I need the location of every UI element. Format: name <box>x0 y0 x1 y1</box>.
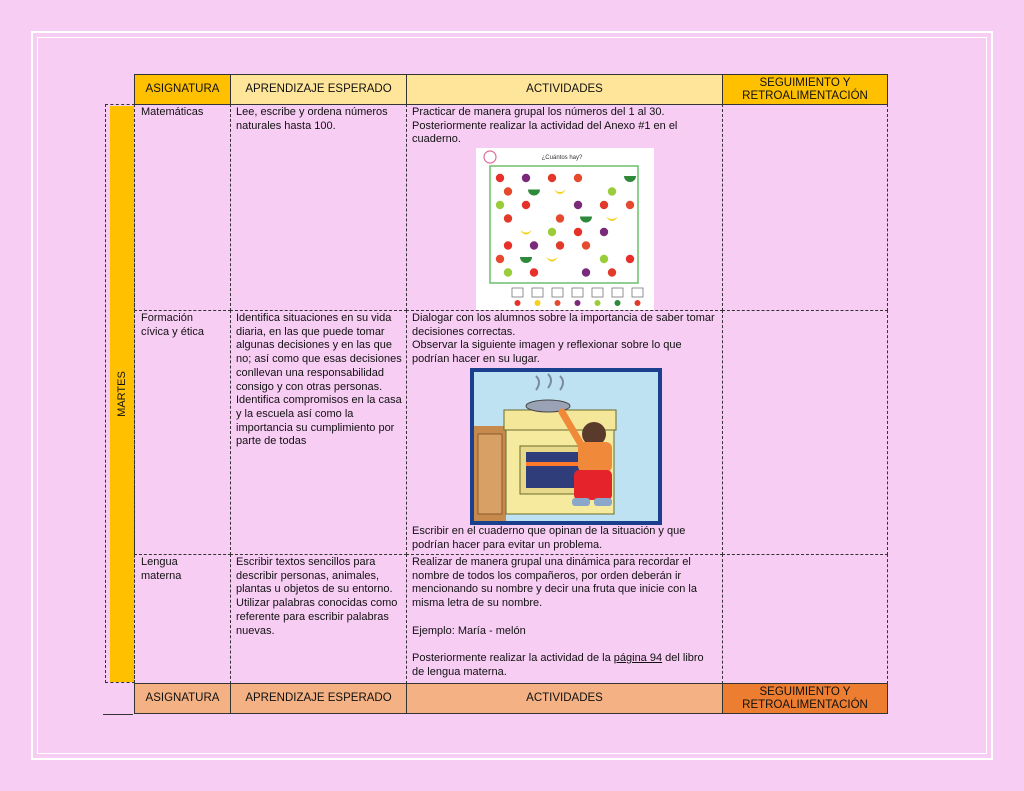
answer-fruit-icon <box>615 300 621 306</box>
tomato-icon <box>556 241 564 249</box>
pear-icon <box>600 255 608 263</box>
row-3-subject-text: Lengua materna <box>141 556 182 582</box>
fruit-counting-worksheet <box>476 148 654 310</box>
answer-box <box>632 288 643 297</box>
answer-fruit-icon <box>635 300 641 306</box>
pear-icon <box>504 268 512 276</box>
header-asignatura: ASIGNATURA <box>134 74 231 105</box>
apple-icon <box>496 255 504 263</box>
answer-fruit-icon <box>575 300 581 306</box>
row-2-subject-text: Formación cívica y ética <box>141 312 204 338</box>
strawberry-icon <box>522 201 530 209</box>
row-3-activities-pre-link: Posteriormente realizar la actividad de la <box>412 651 614 664</box>
footer-seguimiento: SEGUIMIENTO Y RETROALIMENTACIÓN <box>722 683 888 714</box>
footer-actividades: ACTIVIDADES <box>406 683 723 714</box>
apple-icon <box>504 187 512 195</box>
grape-icon <box>530 241 538 249</box>
header-actividades: ACTIVIDADES <box>406 74 723 105</box>
answer-box <box>532 288 543 297</box>
pear-icon <box>496 201 504 209</box>
strawberry-icon <box>626 255 634 263</box>
answer-box <box>512 288 523 297</box>
row-2-subject <box>134 310 231 555</box>
answer-fruit-icon <box>595 300 601 306</box>
answer-box <box>572 288 583 297</box>
answer-fruit-icon <box>515 300 521 306</box>
row-2-learning-text: Identifica situaciones en su vida diaria, en las que puede tomar algunas decisiones y en las que no; así como que esas decisiones conllevan una responsabilidad consigo y con otras personas. Identifica compromisos en la casa y la escuela así como la importancia su cumplimiento por parte de todas <box>236 312 402 448</box>
row-1-learning <box>230 104 407 311</box>
row-3-learning <box>230 554 407 684</box>
worksheet-title: ¿Cuántos hay? <box>541 155 583 161</box>
row-3-activities-text <box>412 556 718 679</box>
row-1-subject-text: Matemáticas <box>141 106 204 118</box>
grape-icon <box>522 174 530 182</box>
strawberry-icon <box>530 268 538 276</box>
apple-icon <box>626 201 634 209</box>
answer-fruit-icon <box>555 300 561 306</box>
row-1-seguimiento <box>722 104 888 311</box>
row-3-learning-text: Escribir textos sencillos para describir personas, animales, plantas u objetos de su entorno. Utilizar palabras conocidas como referente para escribir palabras nuevas. <box>236 556 398 637</box>
tomato-icon <box>548 174 556 182</box>
row-3-seguimiento <box>722 554 888 684</box>
answer-box <box>612 288 623 297</box>
row-3-subject <box>134 554 231 684</box>
row-1-activities <box>406 104 723 311</box>
row-2-seguimiento <box>722 310 888 555</box>
apple-icon <box>574 174 582 182</box>
answer-fruit-icon <box>535 300 541 306</box>
row-1-learning-text: Lee, escribe y ordena números naturales hasta 100. <box>236 106 388 132</box>
page-94-link[interactable]: página 94 <box>613 651 663 664</box>
answer-box <box>592 288 603 297</box>
strawberry-icon <box>496 174 504 182</box>
row-1-subject <box>134 104 231 311</box>
row-2-activities-after: Escribir en el cuaderno que opinan de la situación y que podrían hacer para evitar un problema. <box>412 525 686 551</box>
footer-asignatura: ASIGNATURA <box>134 683 231 714</box>
row-2-learning <box>230 310 407 555</box>
header-seguimiento: SEGUIMIENTO Y RETROALIMENTACIÓN <box>722 74 888 105</box>
row-2-activities <box>406 310 723 555</box>
tomato-icon <box>600 201 608 209</box>
grape-icon <box>582 268 590 276</box>
kitchen-stove-illustration <box>470 368 662 525</box>
header-aprendizaje: APRENDIZAJE ESPERADO <box>230 74 407 105</box>
strawberry-icon <box>574 228 582 236</box>
grape-icon <box>574 201 582 209</box>
row-3-activities-post-link: del libro de lengua materna. <box>412 651 704 678</box>
grape-icon <box>600 228 608 236</box>
row-3-activities-main: Realizar de manera grupal una dinámica para recordar el nombre de todos los compañeros, por orden deberán ir mencionando su nombre y decir una fruta que inicie con la misma letra de su nombre. Ejemplo: María - melón <box>412 556 697 637</box>
row-3-activities <box>406 554 723 684</box>
day-label: MARTES <box>116 371 128 417</box>
strawberry-icon <box>504 241 512 249</box>
tomato-icon <box>608 268 616 276</box>
row-2-activities-text: Dialogar con los alumnos sobre la importancia de saber tomar decisiones correctas. Observar la siguiente imagen y reflexionar sobre lo que podrían hacer en su lugar. <box>412 312 715 366</box>
bottom-rule <box>103 714 133 715</box>
pear-icon <box>548 228 556 236</box>
apple-icon <box>582 241 590 249</box>
tomato-icon <box>504 214 512 222</box>
apple-icon <box>556 214 564 222</box>
answer-box <box>552 288 563 297</box>
footer-aprendizaje: APRENDIZAJE ESPERADO <box>230 683 407 714</box>
row-1-activities-text: Practicar de manera grupal los números del 1 al 30. Posteriormente realizar la actividad del Anexo #1 en el cuaderno. <box>412 106 678 146</box>
pear-icon <box>608 187 616 195</box>
